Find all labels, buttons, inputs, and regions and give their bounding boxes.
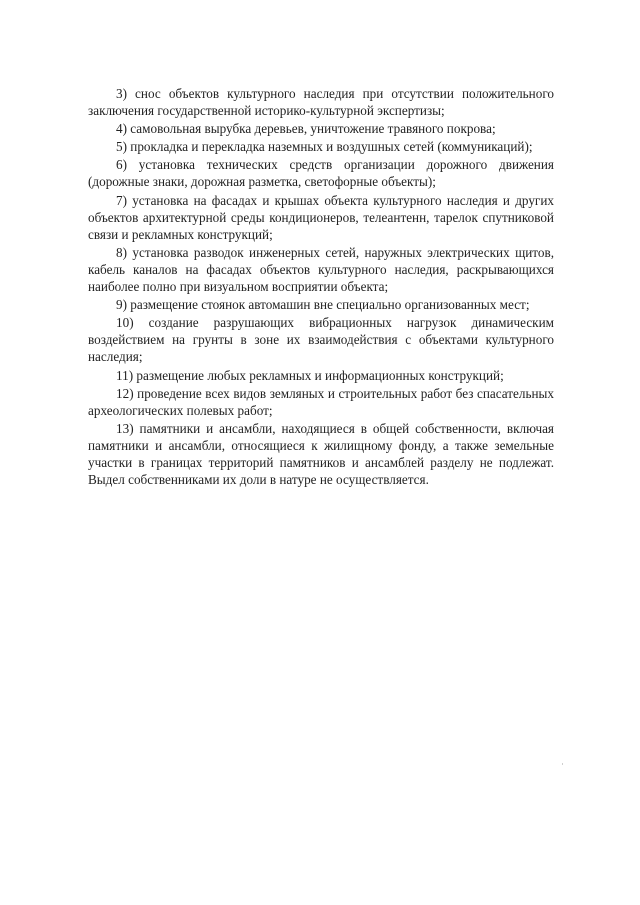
- paragraph-item-13: 13) памятники и ансамбли, находящиеся в общей собственности, включая памятники и ансамбли, относящиеся к жилищному фонду, а также земельные участки в границах территорий памятников и ансамблей разделу не подлежат. Выдел собственниками их доли в натуре не осуществляется.: [88, 420, 554, 488]
- scan-speck: [562, 763, 563, 765]
- paragraph-item-8: 8) установка разводок инженерных сетей, наружных электрических щитов, кабель каналов на фасадах объектов культурного наследия, раскрывающихся наиболее полно при визуальном восприятии объекта;: [88, 244, 554, 295]
- paragraph-item-3: 3) снос объектов культурного наследия при отсутствии положительного заключения государственной историко-культурной экспертизы;: [88, 86, 554, 119]
- document-body: [88, 85, 554, 488]
- paragraph-item-10: 10) создание разрушающих вибрационных нагрузок динамическим воздействием на грунты в зоне их взаимодействия с объектами культурного наследия;: [88, 315, 554, 365]
- paragraph-item-11: 11) размещение любых рекламных и информационных конструкций;: [116, 367, 504, 383]
- paragraph-item-4: 4) самовольная вырубка деревьев, уничтожение травяного покрова;: [116, 121, 496, 137]
- paragraph-item-6: 6) установка технических средств организации дорожного движения (дорожные знаки, дорожная разметка, светофорные объекты);: [88, 157, 554, 190]
- paragraph-item-7: 7) установка на фасадах и крышах объекта культурного наследия и других объектов архитектурной среды кондиционеров, телеантенн, тарелок спутниковой связи и рекламных конструкций;: [88, 192, 554, 242]
- paragraph-item-9: 9) размещение стоянок автомашин вне специально организованных мест;: [116, 297, 530, 313]
- paragraph-item-5: 5) прокладка и перекладка наземных и воздушных сетей (коммуникаций);: [116, 139, 533, 155]
- paragraph-item-12: 12) проведение всех видов земляных и строительных работ без спасательных археологических полевых работ;: [88, 385, 554, 418]
